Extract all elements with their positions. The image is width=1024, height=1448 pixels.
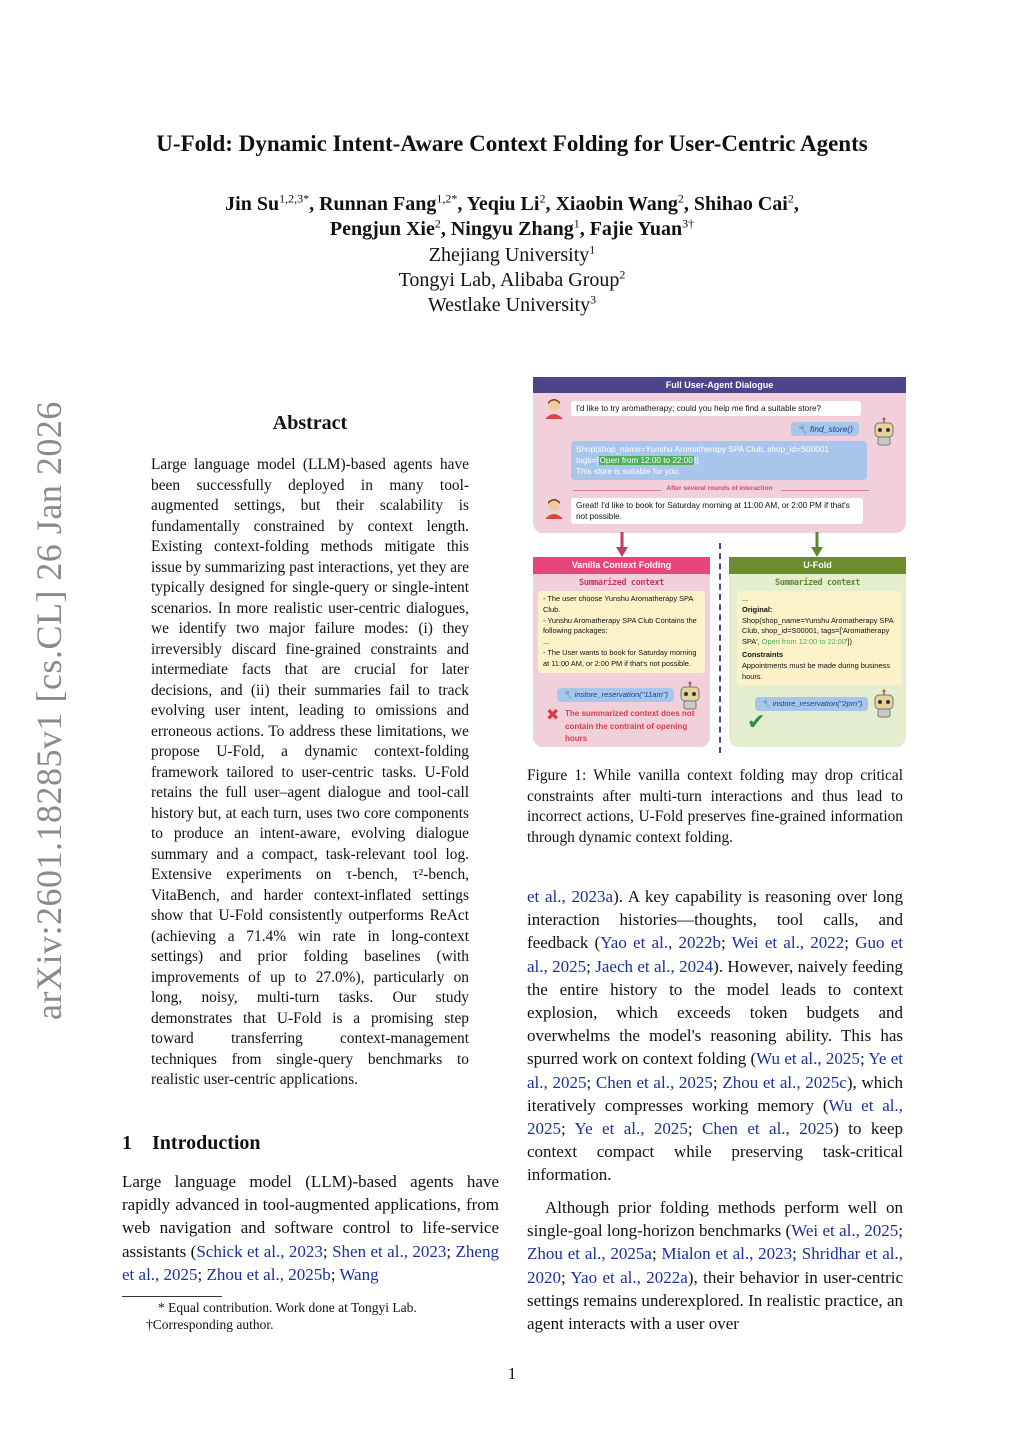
user-avatar-icon: [543, 497, 565, 519]
citation-link[interactable]: Wei et al., 2022: [731, 933, 845, 953]
author-list: [0, 192, 1024, 242]
citation-link[interactable]: Mialon et al., 2023: [661, 1244, 793, 1264]
author-name: Ningyu Zhang: [450, 218, 574, 240]
vanilla-summary-line: - The User wants to book for Saturday morning at 11:00 AM, or 2:00 PM if that's not possible.: [543, 647, 697, 668]
affiliation-name: Westlake University: [427, 294, 591, 316]
abstract-heading: Abstract: [272, 412, 348, 434]
robot-agent-icon: [676, 681, 704, 711]
body-text: ;: [844, 933, 856, 953]
body-text: ;: [561, 1119, 575, 1139]
robot-agent-icon: [870, 417, 898, 447]
author-affiliation-marker: 3†: [682, 216, 695, 231]
citation-link[interactable]: Chen et al., 2025: [702, 1119, 834, 1139]
affiliation-name: Zhejiang University: [428, 244, 590, 266]
robot-agent-icon: [870, 689, 898, 719]
tool-result-line-1: Shop(shop_name=Yunshu Aromatherapy SPA Club, shop_id=S00001: [576, 445, 829, 454]
citation-link[interactable]: Yao et al., 2022b: [600, 933, 722, 953]
intro-paragraph-2: [527, 1196, 903, 1335]
affiliation-marker: 2: [619, 267, 626, 282]
u-fold-panel: [729, 557, 906, 747]
citation-link[interactable]: Chen et al., 2025: [595, 1072, 713, 1092]
author-name: Runnan Fang: [319, 193, 437, 215]
body-text: ;: [561, 1267, 571, 1287]
author-affiliation-marker: 2: [677, 191, 684, 206]
citation-link[interactable]: Zheng et al., 2025: [122, 1241, 499, 1284]
arrow-down-icon: [810, 532, 824, 558]
body-text: ), their behavior in user-centric settings remains underexplored. In realistic practice, an agent interacts with a user over: [527, 1267, 904, 1334]
vanilla-summary-line: - The user choose Yunshu Aromatherapy SPA Club.: [543, 594, 693, 614]
paper-title: U-Fold: Dynamic Intent-Aware Context Folding for User-Centric Agents: [156, 131, 868, 156]
citation-link[interactable]: Yao et al., 2022a: [570, 1267, 688, 1287]
section-title: Introduction: [152, 1132, 261, 1154]
after-several-rounds-label: After several rounds of interaction: [666, 485, 773, 492]
vanilla-summary-title: Summarized context: [579, 578, 664, 588]
divider-right: [781, 490, 869, 491]
constraints-text: Appointments must be made during business hours.: [742, 660, 890, 681]
arxiv-stamp[interactable]: arXiv:2601.18285v1 [cs.CL] 26 Jan 2026: [29, 401, 69, 1020]
author-name: Shihao Cai: [693, 193, 788, 215]
body-text: ;: [792, 1244, 802, 1264]
tool-call-label: find_store(): [809, 424, 853, 434]
citation-link[interactable]: Ye et al., 2025: [574, 1119, 688, 1139]
author-separator: ,: [545, 193, 556, 215]
u-fold-ellipsis: ...: [742, 594, 749, 603]
body-text: ;: [721, 933, 732, 953]
user-message-2: Great! I'd like to book for Saturday morning at 11:00 AM, or 2:00 PM if that's not possible.: [571, 498, 863, 524]
author-separator: ,: [579, 218, 590, 240]
body-text: ;: [446, 1241, 456, 1261]
panel-separator: [719, 543, 721, 753]
body-text: ). However, naively feeding the entire history to the model leads to context explosion, which exceeds token budgets and overwhelms the model's reasoning ability. This has spurred work on context folding (: [527, 956, 903, 1069]
tool-result-line-3: This store is suitable for you.: [576, 467, 681, 476]
abstract-body: Large language model (LLM)-based agents have been successfully deployed in many tool-augmented settings, but their scalability is fundamentally constrained by context length. Existing context-folding methods mitigate this issue by summarizing past interactions, yet they are typically designed for single-query or single-intent scenarios. In more realistic user-centric dialogues, we identify two major failure modes: (i) they irreversibly discard fine-grained constraints and intermediate facts that are crucial for later decisions, and (ii) their summaries fail to track evolving user intent, leading to omissions and erroneous actions. To address these limitations, we propose U-Fold, a dynamic context-folding framework tailored to user-centric tasks. U-Fold retains the full user–agent dialogue and tool-call history but, at each turn, uses two core components to produce an intent-aware, evolving dialogue summary and a compact, task-relevant tool log. Extensive experiments on τ-bench, τ²-bench, VitaBench, and harder context-inflated settings show that U-Fold consistently outperforms ReAct (achieving a 71.4% win rate in long-context settings) and prior folding baselines (with improvements of up to 27.0%), particularly on long, noisy, multi-turn tasks. Our study demonstrates that U-Fold is a promising step toward transferring context-management techniques from single-query benchmarks to realistic user-centric applications.: [151, 456, 469, 1088]
body-text: ;: [898, 1221, 903, 1241]
body-text: ;: [586, 1072, 596, 1092]
u-fold-action-label: instore_reservation("2pm"): [772, 699, 863, 708]
author-separator: ,: [457, 193, 467, 215]
u-fold-summary-title: Summarized context: [775, 578, 860, 588]
figure-1: [533, 377, 906, 752]
body-text: ;: [712, 1072, 723, 1092]
citation-link[interactable]: Ye et al., 2025: [527, 1049, 904, 1092]
body-text: ;: [197, 1264, 207, 1284]
tool-result-bubble: [571, 441, 867, 480]
vanilla-action-call: [557, 688, 674, 702]
body-text: ;: [322, 1241, 333, 1261]
vanilla-warning: The summarized context does not contain the contraint of opening hours: [565, 709, 695, 743]
section-heading-introduction: [122, 1132, 261, 1155]
affiliation-marker: 3: [590, 292, 597, 307]
intro-paragraph-1: [122, 1170, 499, 1286]
wrench-icon: 🔧: [761, 699, 771, 708]
author-affiliation-marker: 2: [434, 216, 441, 231]
vanilla-context-folding-panel: [533, 557, 710, 747]
affiliation: [0, 243, 1024, 268]
affiliation: [0, 293, 1024, 318]
u-fold-header: U-Fold: [729, 557, 906, 574]
author-separator: ,: [440, 218, 451, 240]
citation-link[interactable]: Schick et al., 2023: [196, 1241, 323, 1261]
author-separator: ,: [683, 193, 694, 215]
original-end: ']): [846, 637, 852, 647]
footnote-divider: [122, 1296, 222, 1297]
arrow-down-icon: [615, 532, 629, 558]
citation-link[interactable]: Zhou et al., 2025b: [206, 1264, 331, 1284]
author-affiliation-marker: 1,2,3*: [279, 191, 310, 206]
tags-prefix: tags=[: [576, 456, 599, 465]
wrench-icon: 🔧: [563, 690, 573, 699]
footnotes: [122, 1299, 502, 1333]
author-line-2: [0, 217, 1024, 242]
citation-link[interactable]: Zhou et al., 2025a: [527, 1244, 652, 1264]
author-name: Yeqiu Li: [466, 193, 540, 215]
author-affiliation-marker: 1: [573, 216, 580, 231]
body-text: ;: [651, 1244, 662, 1264]
user-avatar-icon: [543, 397, 565, 419]
affiliation: [0, 268, 1024, 293]
citation-link[interactable]: Wu et al., 2025: [527, 1095, 903, 1139]
checkmark-icon: ✔: [747, 709, 766, 734]
body-text: ) to keep context compact while preserving task-critical information.: [527, 1119, 903, 1185]
author-affiliation-marker: 2: [539, 191, 546, 206]
author-separator: ,: [309, 193, 320, 215]
user-message-1: I'd like to try aromatherapy; could you help me find a suitable store?: [571, 401, 861, 416]
citation-link[interactable]: Jaech et al., 2024: [595, 956, 714, 976]
author-line-1: [0, 192, 1024, 217]
cross-icon: ✖: [546, 707, 560, 724]
vanilla-summary-line: - Yunshu Aromatherapy SPA Club Contains the following packages:: [543, 615, 697, 636]
body-text: ). A key capability is reasoning over long interaction histories—thoughts, tool calls, and feedback (: [527, 887, 903, 953]
footnote-equal-contribution: * Equal contribution. Work done at Tongyi Lab.: [158, 1300, 417, 1315]
affiliation-list: [0, 243, 1024, 318]
author-affiliation-marker: 2: [787, 191, 794, 206]
citation-link[interactable]: Shridhar et al., 2020: [527, 1244, 903, 1287]
footnote-corresponding-author: †Corresponding author.: [146, 1317, 274, 1332]
tool-call-find-store: [791, 422, 859, 436]
author-name: Pengjun Xie: [329, 218, 435, 240]
affiliation-marker: 1: [589, 242, 596, 257]
original-shop-text: Shop(shop_name=Yunshu Aromatherapy SPA Club, shop_id=S00001, tags=['Aromatherapy SPA',: [742, 615, 894, 647]
citation-link[interactable]: Wu et al., 2025: [756, 1049, 860, 1069]
intro-paragraph-1-continued: [527, 885, 903, 1187]
citation-link[interactable]: Wei et al., 2025: [791, 1221, 899, 1241]
vanilla-summary-box: [538, 591, 705, 673]
tool-result-line-2: [576, 455, 862, 466]
vanilla-action-label: instore_reservation("11am"): [574, 690, 669, 699]
original-text: [742, 616, 897, 648]
original-open-hours: Open from 12:00 to 22:00: [761, 637, 846, 647]
body-text: ;: [859, 1049, 869, 1069]
body-text: ), which iteratively compresses working memory (: [527, 1072, 904, 1115]
section-number: 1: [122, 1132, 132, 1154]
body-text: ;: [687, 1119, 703, 1139]
figure-caption: Figure 1: While vanilla context folding may drop critical constraints after multi-turn interactions and thus lead to incorrect actions, U-Fold preserves fine-grained information through dynamic context folding.: [527, 767, 903, 846]
vanilla-summary-line: ...: [543, 637, 550, 647]
citation-link[interactable]: Shen et al., 2023: [332, 1241, 447, 1261]
body-text: Although prior folding methods perform well on single-goal long-horizon benchmarks (: [527, 1198, 903, 1241]
wrench-icon: 🔧: [797, 424, 808, 434]
page-number: 1: [507, 1364, 517, 1383]
author-separator: ,: [793, 193, 799, 215]
citation-link[interactable]: Zhou et al., 2025c: [722, 1072, 847, 1092]
citation-link[interactable]: Wang: [339, 1264, 379, 1284]
affiliation-name: Tongyi Lab, Alibaba Group: [398, 269, 620, 291]
author-name: Fajie Yuan: [589, 218, 683, 240]
vanilla-header: Vanilla Context Folding: [533, 557, 710, 574]
full-dialogue-header: Full User-Agent Dialogue: [533, 377, 906, 393]
citation-link[interactable]: et al., 2023a: [527, 887, 614, 906]
body-text: Large language model (LLM)-based agents have rapidly advanced in tool-augmented applications, from web navigation and software control to life-service assistants (: [122, 1172, 499, 1261]
u-fold-summary-box: [737, 591, 902, 685]
constraints-label: Constraints: [742, 649, 784, 659]
author-name: Xiaobin Wang: [555, 193, 678, 215]
citation-link[interactable]: Guo et al., 2025: [527, 933, 903, 976]
u-fold-action-call: [755, 697, 868, 711]
body-text: ;: [330, 1264, 340, 1284]
author-affiliation-marker: 1,2*: [436, 191, 458, 206]
original-label: Original:: [742, 604, 773, 614]
tags-suffix: ]): [693, 456, 699, 465]
author-name: Jin Su: [225, 193, 280, 215]
body-text: ;: [586, 956, 596, 976]
open-hours-highlight: Open from 12:00 to 22:00: [599, 456, 693, 465]
